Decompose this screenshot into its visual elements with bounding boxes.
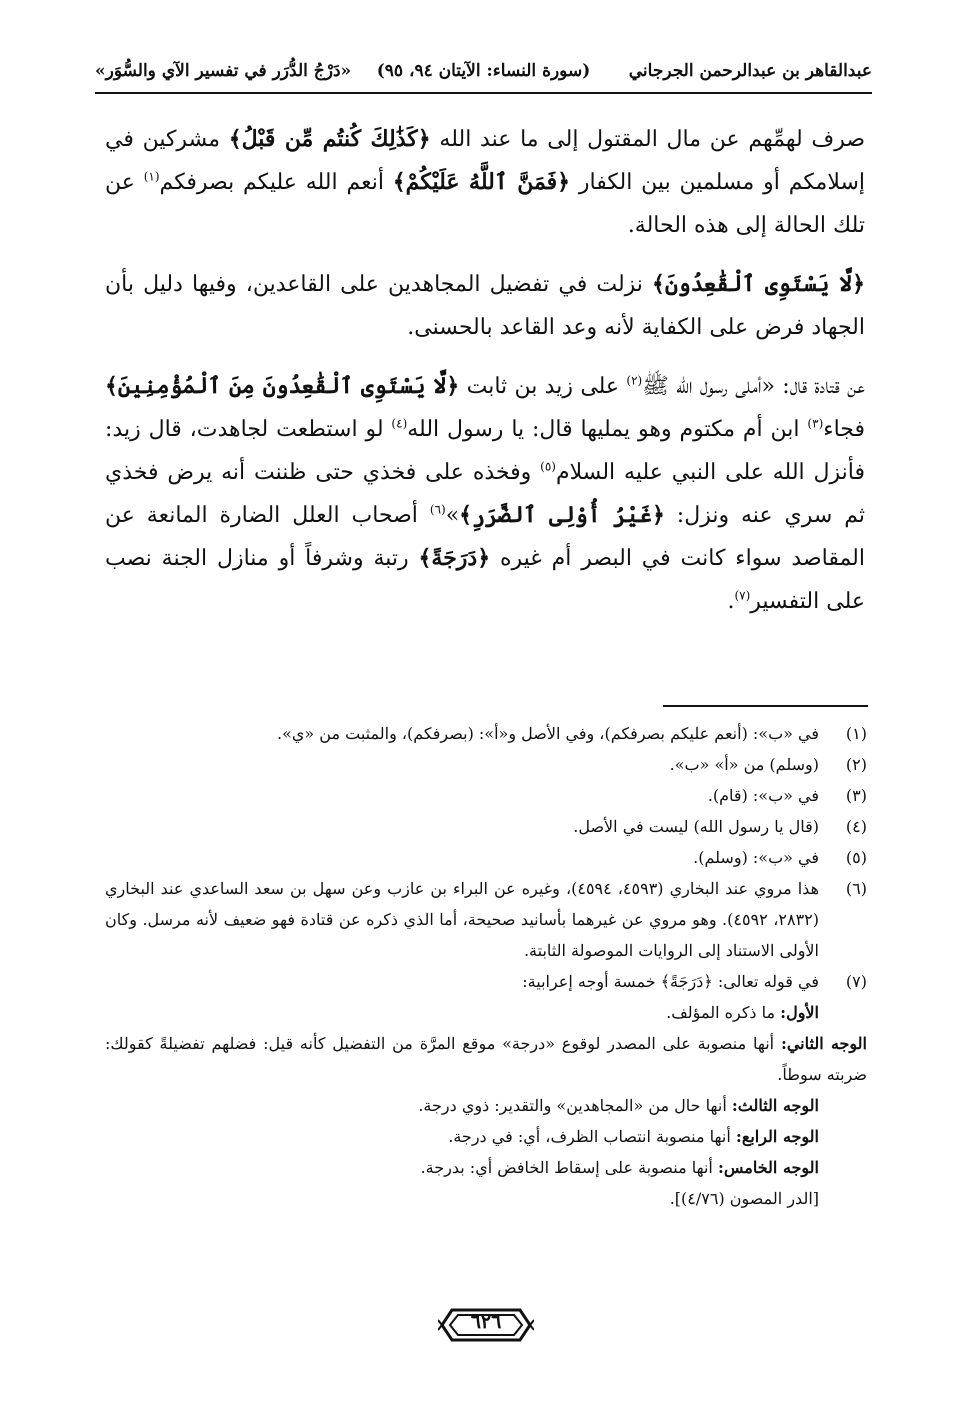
footnote [105,780,867,811]
footnote [105,842,867,873]
paragraph-3 [105,365,865,623]
paragraph-1 [105,118,865,247]
footnotes [105,718,867,1214]
fn7-intro: في قوله تعالى: ﴿دَرَجَةً﴾ خمسة أوجه إعرابية: [522,972,819,991]
fn7-second-label: الوجه الثاني: [780,1034,868,1053]
footnote-separator [663,705,868,707]
header-author: عبدالقاهر بن عبدالرحمن الجرجاني [628,61,872,81]
footnote [105,873,867,966]
fn7-fourth [105,1121,867,1152]
fn7-source: [الدر المصون (٤/٧٦)]. [669,1189,819,1208]
fn7-first [105,997,819,1028]
footnote-number: (٥) [845,848,867,867]
footnote-text: (قال يا رسول الله) ليست في الأصل. [573,817,819,836]
footnote [105,718,867,749]
quran-quote: ﴿فَمَنَّ ٱللَّهُ عَلَيْكُمْ﴾ [392,169,571,195]
quran-quote: ﴿دَرَجَةً﴾ [418,545,491,571]
p3-text-4: ابن أم مكتوم وهو يمليها قال: يا رسول الله [407,417,808,442]
fn7-fifth-text: أنها منصوبة على إسقاط الخافض أي: بدرجة. [420,1158,718,1177]
footnote-ref-7[interactable]: (٧) [734,588,751,603]
fn7-third [105,1090,867,1121]
p3-text-5: لو استطعت لجاهدت، قال زيد: فأنزل الله على النبي عليه السلام [105,417,865,485]
p3-text-3: فجاء [823,417,866,442]
footnote-text: في «ب»: (أنعم عليكم بصرفكم)، وفي الأصل و«أ»: (بصرفكم)، والمثبت من «ي». [277,724,819,743]
footnote [105,811,867,842]
footnote-text: (وسلم) من «أ» «ب». [669,755,819,774]
fn7-first-label: الأول: [780,1003,819,1022]
fn7-third-text: أنها حال من «المجاهدين» والتقدير: ذوي درجة. [418,1096,732,1115]
p3-text-1: عن قتادة قال: «أملى رسول الله ﷺ [642,374,866,399]
p3-text-8: أصحاب العلل الضارة المانعة عن المقاصد سواء كانت في البصر أم غيره [105,503,865,571]
footnote-number: (٣) [845,786,867,805]
p2-text-1: نزلت في تفضيل المجاهدين على القاعدين، وفيها دليل بأن الجهاد فرض على الكفاية لأنه وعد القاعد بالحسنى. [105,272,865,340]
footnote-ref-2[interactable]: (٢) [626,373,643,388]
footnote [105,966,867,1028]
footnote-text: في «ب»: (قام). [707,786,819,805]
footnote-number: (٤) [845,817,867,836]
p1-text-3: أنعم الله عليكم بصرفكم [159,170,393,195]
running-header [95,55,872,89]
footnote-text [105,966,819,1028]
footnote-text: في «ب»: (وسلم). [693,848,819,867]
fn7-second-text: أنها منصوبة على المصدر لوقوع «درجة» موقع المرَّة من التفضيل كأنه قيل: فضلهم تفضيلةً كقولك: ضربته سوطاً. [105,1034,867,1084]
footnote-ref-5[interactable]: (٥) [540,459,556,474]
header-rule [95,92,872,94]
page-number-badge [438,1300,534,1350]
p3-text-6: وفخذه على فخذي حتى ظننت أنه يرض فخذي ثم سري عنه ونزل: [105,460,866,528]
footnote-number: (١) [845,724,867,743]
quran-quote: ﴿كَذَٰلِكَ كُنتُم مِّن قَبْلُ﴾ [228,126,431,152]
paragraph-2 [105,263,865,349]
fn7-first-text: ما ذكره المؤلف. [666,1003,781,1022]
p3-text-2: على زيد بن ثابت [459,374,627,399]
fn7-third-label: الوجه الثالث: [731,1096,819,1115]
fn7-fourth-text: أنها منصوبة انتصاب الظرف، أي: في درجة. [448,1127,736,1146]
header-surah: (سورة النساء: الآيتان ٩٤، ٩٥) [376,61,591,81]
p3-text-7: » [445,503,460,528]
main-text [105,118,865,639]
footnote-ref-6[interactable]: (٦) [429,502,446,517]
footnote-text: هذا مروي عند البخاري (٤٥٩٣، ٤٥٩٤)، وغيره عن البراء بن عازب وعن سهل بن سعد الساعدي عند البخاري (٢٨٣٢، ٤٥٩٢). وهو مروي عن غيرهما بأسانيد صحيحة، أما الذي ذكره عن قتادة فهو ضعيف لأنه مرسل. وكان الأولى الاستناد إلى الروايات الموصولة الثابتة. [105,879,820,960]
footnote-number: (٢) [845,755,867,774]
p1-text-4: عن تلك الحالة إلى هذه الحالة. [105,170,865,238]
quran-quote: ﴿لَّا يَسْتَوِى ٱلْقَٰعِدُونَ مِنَ ٱلْمُؤْمِنِينَ﴾ [105,373,460,399]
footnote-ref-1[interactable]: (١) [143,169,160,184]
p1-text-2: مشركين في إسلامكم أو مسلمين بين الكفار [105,127,865,195]
footnote [105,749,867,780]
fn7-second [105,1028,867,1090]
footnote-ref-4[interactable]: (٤) [391,416,408,431]
p3-text-9: رتبة وشرفاً أو منازل الجنة نصب على التفسير [105,546,865,614]
fn7-fifth [105,1152,867,1183]
footnote-number: (٧) [845,972,867,991]
quran-quote: ﴿غَيْرُ أُوْلِى ٱلضَّرَرِ﴾ [459,502,665,528]
fn7-fifth-label: الوجه الخامس: [717,1158,819,1177]
quran-quote: ﴿لَّا يَسْتَوِى ٱلْقَٰعِدُونَ﴾ [652,271,865,297]
header-book-title: «دَرْجُ الدُّرَر في تفسير الآي والسُّوَر» [95,61,352,81]
p3-text-10: . [727,589,735,614]
p1-text-1: صرف لهمِّهم عن مال المقتول إلى ما عند الله [430,127,866,152]
footnote-number: (٦) [845,879,867,898]
footnote-ref-3[interactable]: (٣) [807,416,824,431]
fn7-fourth-label: الوجه الرابع: [735,1127,819,1146]
page-number: ٦٢٦ [470,1311,502,1333]
